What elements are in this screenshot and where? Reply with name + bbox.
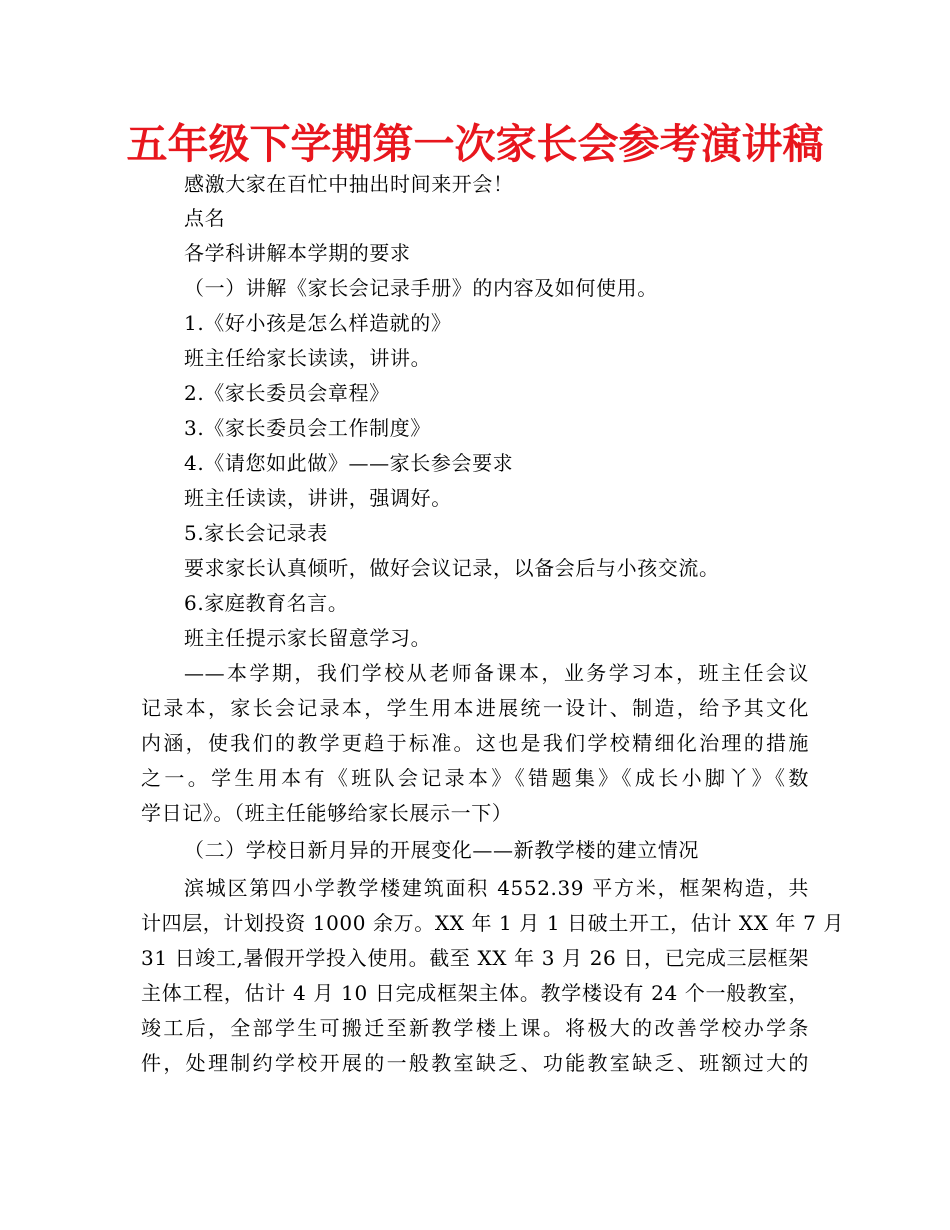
paragraph-line: 计四层，计划投资 1000 余万。XX 年 1 月 1 日破土开工，估计 XX 年 7 月 xyxy=(141,911,844,935)
paragraph-line: 感激大家在百忙中抽出时间来开会！ xyxy=(184,172,514,196)
paragraph-line: 内涵，使我们的教学更趋于标准。这也是我们学校精细化治理的措施 xyxy=(141,731,809,755)
paragraph-line: 滨城区第四小学教学楼建筑面积 4552.39 平方米，框架构造，共 xyxy=(184,876,809,900)
paragraph-line: 件，处理制约学校开展的一般教室缺乏、功能教室缺乏、班额过大的 xyxy=(141,1051,809,1075)
paragraph-line: 班主任提示家长留意学习。 xyxy=(184,626,432,650)
paragraph-line: 主体工程，估计 4 月 10 日完成框架主体。教学楼设有 24 个一般教室， xyxy=(141,981,809,1005)
paragraph-line: （二）学校日新月异的开展变化——新教学楼的建立情况 xyxy=(184,838,699,862)
paragraph-line: 之一。学生用本有《班队会记录本》《错题集》《成长小脚丫》《数 xyxy=(141,766,809,790)
paragraph-line: 学日记》。（班主任能够给家长展示一下） xyxy=(141,801,513,825)
paragraph-line: 竣工后，全部学生可搬迁至新教学楼上课。将极大的改善学校办学条 xyxy=(141,1016,809,1040)
paragraph-line: ——本学期，我们学校从老师备课本，业务学习本，班主任会议 xyxy=(184,661,809,685)
paragraph-line: 记录本，家长会记录本，学生用本进展统一设计、制造，给予其文化 xyxy=(141,696,809,720)
paragraph-line: 班主任给家长读读，讲讲。 xyxy=(184,346,432,370)
document-title: 五年级下学期第一次家长会参考演讲稿 xyxy=(126,120,824,168)
paragraph-line: （一）讲解《家长会记录手册》的内容及如何使用。 xyxy=(184,276,658,300)
paragraph-line: 4.《请您如此做》——家长参会要求 xyxy=(184,451,514,475)
paragraph-line: 6.家庭教育名言。 xyxy=(184,591,349,615)
paragraph-line: 各学科讲解本学期的要求 xyxy=(184,241,411,265)
paragraph-line: 1.《好小孩是怎么样造就的》 xyxy=(184,311,452,335)
paragraph-line: 5.家长会记录表 xyxy=(184,521,328,545)
paragraph-line: 2.《家长委员会章程》 xyxy=(184,381,390,405)
paragraph-line: 要求家长认真倾听，做好会议记录，以备会后与小孩交流。 xyxy=(184,556,720,580)
paragraph-line: 3.《家长委员会工作制度》 xyxy=(184,416,431,440)
paragraph-line: 点名 xyxy=(184,206,226,230)
paragraph-line: 31 日竣工,暑假开学投入使用。截至 XX 年 3 月 26 日，已完成三层框架 xyxy=(141,946,809,970)
paragraph-line: 班主任读读，讲讲，强调好。 xyxy=(184,486,452,510)
